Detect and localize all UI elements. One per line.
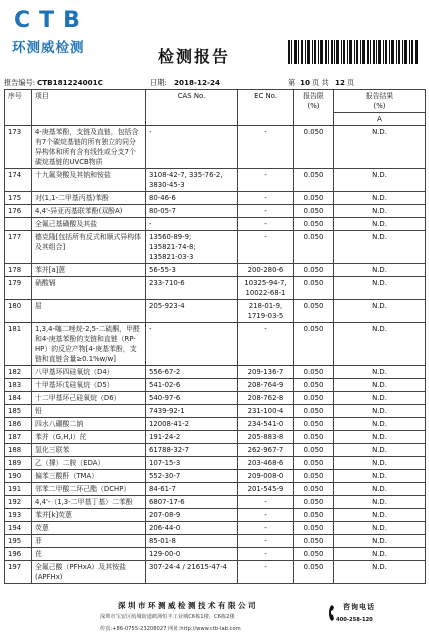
row-item: 4-庚基苯酚，支链及直链，包括含有7个碳烷基链的所有独立的同分异构体和所有含有线性或分支7个碳烷基链的UVCB物质 bbox=[32, 126, 146, 169]
row-item: 屈 bbox=[32, 300, 146, 323]
row-item: 八甲基环四硅氧烷（D4） bbox=[32, 366, 146, 379]
row-limit: 0.050 bbox=[294, 561, 334, 584]
row-number: 182 bbox=[5, 366, 32, 379]
row-cas-no: 556-67-2 bbox=[146, 366, 238, 379]
row-limit: 0.050 bbox=[294, 522, 334, 535]
row-limit: 0.050 bbox=[294, 323, 334, 366]
date-label: 日期: bbox=[150, 78, 167, 87]
row-number bbox=[5, 218, 32, 231]
logo-company-name: 环测威检测 bbox=[12, 40, 85, 56]
row-result: N.D. bbox=[334, 522, 426, 535]
row-result: N.D. bbox=[334, 470, 426, 483]
row-number: 177 bbox=[5, 231, 32, 264]
table-row bbox=[5, 431, 426, 444]
row-limit: 0.050 bbox=[294, 231, 334, 264]
col-header-limit: 报告限 (%) bbox=[294, 90, 334, 126]
row-number: 187 bbox=[5, 431, 32, 444]
row-limit: 0.050 bbox=[294, 169, 334, 192]
table-row bbox=[5, 323, 426, 366]
row-cas-no: - bbox=[146, 218, 238, 231]
row-cas-no: 207-08-9 bbox=[146, 509, 238, 522]
col-header-ec: EC No. bbox=[238, 90, 294, 126]
col-header-sample-a: A bbox=[334, 113, 426, 126]
row-number: 197 bbox=[5, 561, 32, 584]
row-item: 4,4'-异亚丙基联苯酚(双酚A) bbox=[32, 205, 146, 218]
row-item: 偏苯三酸酐（TMA） bbox=[32, 470, 146, 483]
row-result: N.D. bbox=[334, 483, 426, 496]
table-row bbox=[5, 405, 426, 418]
row-item: 十二甲基环己硅氧烷（D6） bbox=[32, 392, 146, 405]
row-result: N.D. bbox=[334, 496, 426, 509]
row-limit: 0.050 bbox=[294, 205, 334, 218]
col-header-result: 报告结果 (%) bbox=[334, 90, 426, 113]
row-result: N.D. bbox=[334, 169, 426, 192]
row-limit: 0.050 bbox=[294, 457, 334, 470]
report-header bbox=[0, 0, 429, 78]
row-ec-no: - bbox=[238, 535, 294, 548]
row-ec-no: - bbox=[238, 496, 294, 509]
row-number: 174 bbox=[5, 169, 32, 192]
row-result: N.D. bbox=[334, 126, 426, 169]
footer-address: 深圳市宝安区航城街道鹤洲恒丰工业城C6栋1楼、C6栋2楼 bbox=[100, 614, 235, 620]
row-number: 179 bbox=[5, 277, 32, 300]
row-number: 192 bbox=[5, 496, 32, 509]
table-row bbox=[5, 457, 426, 470]
table-row bbox=[5, 561, 426, 584]
test-results-table bbox=[4, 89, 426, 584]
table-row bbox=[5, 300, 426, 323]
row-ec-no: 203-468-6 bbox=[238, 457, 294, 470]
row-ec-no: 209-008-0 bbox=[238, 470, 294, 483]
footer-contacts: 传真:+86-0755-23208027 网址:http://www.ctb-lab.com bbox=[100, 626, 241, 632]
table-row bbox=[5, 218, 426, 231]
row-limit: 0.050 bbox=[294, 366, 334, 379]
row-cas-no: 80-46-6 bbox=[146, 192, 238, 205]
barcode-icon bbox=[288, 40, 418, 64]
row-result: N.D. bbox=[334, 366, 426, 379]
row-result: N.D. bbox=[334, 405, 426, 418]
table-row bbox=[5, 418, 426, 431]
row-number: 189 bbox=[5, 457, 32, 470]
row-item: 硝酸镉 bbox=[32, 277, 146, 300]
row-cas-no: 6807-17-6 bbox=[146, 496, 238, 509]
row-number: 178 bbox=[5, 264, 32, 277]
row-cas-no: - bbox=[146, 126, 238, 169]
row-limit: 0.050 bbox=[294, 444, 334, 457]
row-limit: 0.050 bbox=[294, 379, 334, 392]
row-cas-no: 205-923-4 bbox=[146, 300, 238, 323]
row-cas-no: 56-55-3 bbox=[146, 264, 238, 277]
row-number: 195 bbox=[5, 535, 32, 548]
row-limit: 0.050 bbox=[294, 535, 334, 548]
row-limit: 0.050 bbox=[294, 264, 334, 277]
row-cas-no: 61788-32-7 bbox=[146, 444, 238, 457]
row-cas-no: 540-97-6 bbox=[146, 392, 238, 405]
row-result: N.D. bbox=[334, 548, 426, 561]
row-limit: 0.050 bbox=[294, 405, 334, 418]
col-header-cas: CAS No. bbox=[146, 90, 238, 126]
table-row bbox=[5, 496, 426, 509]
page-mid: 页 共 bbox=[312, 78, 329, 87]
row-result: N.D. bbox=[334, 300, 426, 323]
row-ec-no: 10325-94-7, 10022-68-1 bbox=[238, 277, 294, 300]
row-cas-no: 85-01-8 bbox=[146, 535, 238, 548]
row-result: N.D. bbox=[334, 231, 426, 264]
row-item: 氢化三联苯 bbox=[32, 444, 146, 457]
row-cas-no: 191-24-2 bbox=[146, 431, 238, 444]
row-limit: 0.050 bbox=[294, 431, 334, 444]
row-cas-no: 3108-42-7, 335-76-2, 3830-45-3 bbox=[146, 169, 238, 192]
report-footer bbox=[0, 600, 429, 643]
table-row bbox=[5, 205, 426, 218]
page-prefix: 第 bbox=[288, 78, 296, 87]
row-cas-no: - bbox=[146, 323, 238, 366]
table-row bbox=[5, 277, 426, 300]
row-cas-no: 552-30-7 bbox=[146, 470, 238, 483]
row-ec-no: 231-100-4 bbox=[238, 405, 294, 418]
table-row bbox=[5, 126, 426, 169]
row-number: 176 bbox=[5, 205, 32, 218]
row-number: 181 bbox=[5, 323, 32, 366]
row-ec-no: - bbox=[238, 218, 294, 231]
table-row bbox=[5, 483, 426, 496]
page-number: 10 bbox=[300, 78, 311, 87]
table-row bbox=[5, 522, 426, 535]
row-result: N.D. bbox=[334, 535, 426, 548]
row-limit: 0.050 bbox=[294, 418, 334, 431]
row-cas-no: 80-05-7 bbox=[146, 205, 238, 218]
row-result: N.D. bbox=[334, 457, 426, 470]
row-limit: 0.050 bbox=[294, 509, 334, 522]
row-item: 十九氟癸酸及其钠和铵盐 bbox=[32, 169, 146, 192]
col-header-no: 序号 bbox=[5, 90, 32, 126]
row-ec-no: - bbox=[238, 522, 294, 535]
row-ec-no: - bbox=[238, 169, 294, 192]
row-result: N.D. bbox=[334, 205, 426, 218]
row-item: 芘 bbox=[32, 548, 146, 561]
row-result: N.D. bbox=[334, 192, 426, 205]
row-item: 1,3,4-噻二唑烷-2,5-二硫酮，甲醛和4-庚基苯酚的支链和直链（RP-HP）的反应产物[4-庚基苯酚，支链和直链含量≥0.1%w/w] bbox=[32, 323, 146, 366]
row-item: 荧蒽 bbox=[32, 522, 146, 535]
row-ec-no: - bbox=[238, 323, 294, 366]
row-ec-no: 201-545-9 bbox=[238, 483, 294, 496]
table-row bbox=[5, 444, 426, 457]
row-limit: 0.050 bbox=[294, 483, 334, 496]
row-item: 四水八硼酸二钠 bbox=[32, 418, 146, 431]
table-row bbox=[5, 535, 426, 548]
document-title: 检测报告 bbox=[158, 47, 231, 66]
table-row bbox=[5, 392, 426, 405]
row-number: 180 bbox=[5, 300, 32, 323]
row-ec-no: 218-01-9, 1719-03-5 bbox=[238, 300, 294, 323]
row-cas-no: 107-15-3 bbox=[146, 457, 238, 470]
row-item: 铅 bbox=[32, 405, 146, 418]
row-ec-no: 209-136-7 bbox=[238, 366, 294, 379]
row-item: 全氟己基磺酸及其盐 bbox=[32, 218, 146, 231]
row-limit: 0.050 bbox=[294, 300, 334, 323]
row-number: 190 bbox=[5, 470, 32, 483]
row-item: 十甲基环戊硅氧烷（D5） bbox=[32, 379, 146, 392]
row-ec-no: - bbox=[238, 192, 294, 205]
row-ec-no: - bbox=[238, 205, 294, 218]
row-number: 184 bbox=[5, 392, 32, 405]
row-cas-no: 129-00-0 bbox=[146, 548, 238, 561]
logo-letters: CTB bbox=[14, 8, 89, 33]
row-cas-no: 541-02-6 bbox=[146, 379, 238, 392]
table-row bbox=[5, 548, 426, 561]
report-no-label: 报告编号: bbox=[4, 78, 36, 87]
table-row bbox=[5, 231, 426, 264]
footer-company-name: 深圳市环测威检测技术有限公司 bbox=[118, 601, 258, 610]
row-number: 191 bbox=[5, 483, 32, 496]
row-item: 菲 bbox=[32, 535, 146, 548]
row-limit: 0.050 bbox=[294, 126, 334, 169]
row-item: 4,4'-（1,3-二甲基丁基）二苯酚 bbox=[32, 496, 146, 509]
row-ec-no: - bbox=[238, 548, 294, 561]
row-result: N.D. bbox=[334, 444, 426, 457]
row-result: N.D. bbox=[334, 277, 426, 300]
row-ec-no: - bbox=[238, 231, 294, 264]
hotline-number: 400-258-120 bbox=[336, 617, 373, 623]
col-header-item: 项目 bbox=[32, 90, 146, 126]
table-row bbox=[5, 264, 426, 277]
row-number: 188 bbox=[5, 444, 32, 457]
row-ec-no: 208-764-9 bbox=[238, 379, 294, 392]
table-row bbox=[5, 509, 426, 522]
row-ec-no: - bbox=[238, 561, 294, 584]
row-ec-no: 262-967-7 bbox=[238, 444, 294, 457]
row-result: N.D. bbox=[334, 323, 426, 366]
row-limit: 0.050 bbox=[294, 496, 334, 509]
row-ec-no: 205-883-8 bbox=[238, 431, 294, 444]
page-total: 12 bbox=[335, 78, 346, 87]
table-row bbox=[5, 366, 426, 379]
row-cas-no: 307-24-4 / 21615-47-4 bbox=[146, 561, 238, 584]
row-item: 苯并[a]蒽 bbox=[32, 264, 146, 277]
row-ec-no: 234-541-0 bbox=[238, 418, 294, 431]
row-result: N.D. bbox=[334, 561, 426, 584]
row-limit: 0.050 bbox=[294, 277, 334, 300]
hotline-label: 咨询电话 bbox=[343, 603, 375, 611]
row-result: N.D. bbox=[334, 509, 426, 522]
row-number: 185 bbox=[5, 405, 32, 418]
row-cas-no: 206-44-0 bbox=[146, 522, 238, 535]
report-date: 2018-12-24 bbox=[174, 78, 220, 87]
row-number: 183 bbox=[5, 379, 32, 392]
table-row bbox=[5, 169, 426, 192]
row-result: N.D. bbox=[334, 379, 426, 392]
row-result: N.D. bbox=[334, 431, 426, 444]
row-cas-no: 13560-89-9; 135821-74-8; 135821-03-3 bbox=[146, 231, 238, 264]
row-ec-no: 208-762-8 bbox=[238, 392, 294, 405]
row-cas-no: 233-710-6 bbox=[146, 277, 238, 300]
row-ec-no: - bbox=[238, 509, 294, 522]
row-item: 德克隆[包括所有反式和顺式异构体及其组合] bbox=[32, 231, 146, 264]
table-row bbox=[5, 470, 426, 483]
row-limit: 0.050 bbox=[294, 392, 334, 405]
row-number: 193 bbox=[5, 509, 32, 522]
report-no: CTB181224001C bbox=[37, 78, 103, 87]
row-number: 175 bbox=[5, 192, 32, 205]
row-result: N.D. bbox=[334, 418, 426, 431]
row-cas-no: 12008-41-2 bbox=[146, 418, 238, 431]
page-suffix: 页 bbox=[347, 78, 355, 87]
table-header-row bbox=[5, 90, 426, 113]
row-cas-no: 84-61-7 bbox=[146, 483, 238, 496]
row-number: 186 bbox=[5, 418, 32, 431]
row-result: N.D. bbox=[334, 264, 426, 277]
row-ec-no: 200-280-6 bbox=[238, 264, 294, 277]
row-result: N.D. bbox=[334, 218, 426, 231]
row-item: 苯并[k]荧蒽 bbox=[32, 509, 146, 522]
table-row bbox=[5, 192, 426, 205]
row-ec-no: - bbox=[238, 126, 294, 169]
row-number: 194 bbox=[5, 522, 32, 535]
row-item: 对(1,1-二甲基丙基)苯酚 bbox=[32, 192, 146, 205]
row-limit: 0.050 bbox=[294, 192, 334, 205]
row-limit: 0.050 bbox=[294, 548, 334, 561]
row-number: 173 bbox=[5, 126, 32, 169]
row-number: 196 bbox=[5, 548, 32, 561]
row-result: N.D. bbox=[334, 392, 426, 405]
row-item: 全氟己酸（PFHxA）及其铵盐(APFHx) bbox=[32, 561, 146, 584]
table-row bbox=[5, 379, 426, 392]
row-cas-no: 7439-92-1 bbox=[146, 405, 238, 418]
row-item: 邻苯二甲酸二环己酯（DCHP） bbox=[32, 483, 146, 496]
row-item: 苯并（G,H,I）芘 bbox=[32, 431, 146, 444]
row-limit: 0.050 bbox=[294, 218, 334, 231]
row-item: 乙（撑）二胺（EDA） bbox=[32, 457, 146, 470]
row-limit: 0.050 bbox=[294, 470, 334, 483]
company-logo bbox=[8, 8, 123, 54]
